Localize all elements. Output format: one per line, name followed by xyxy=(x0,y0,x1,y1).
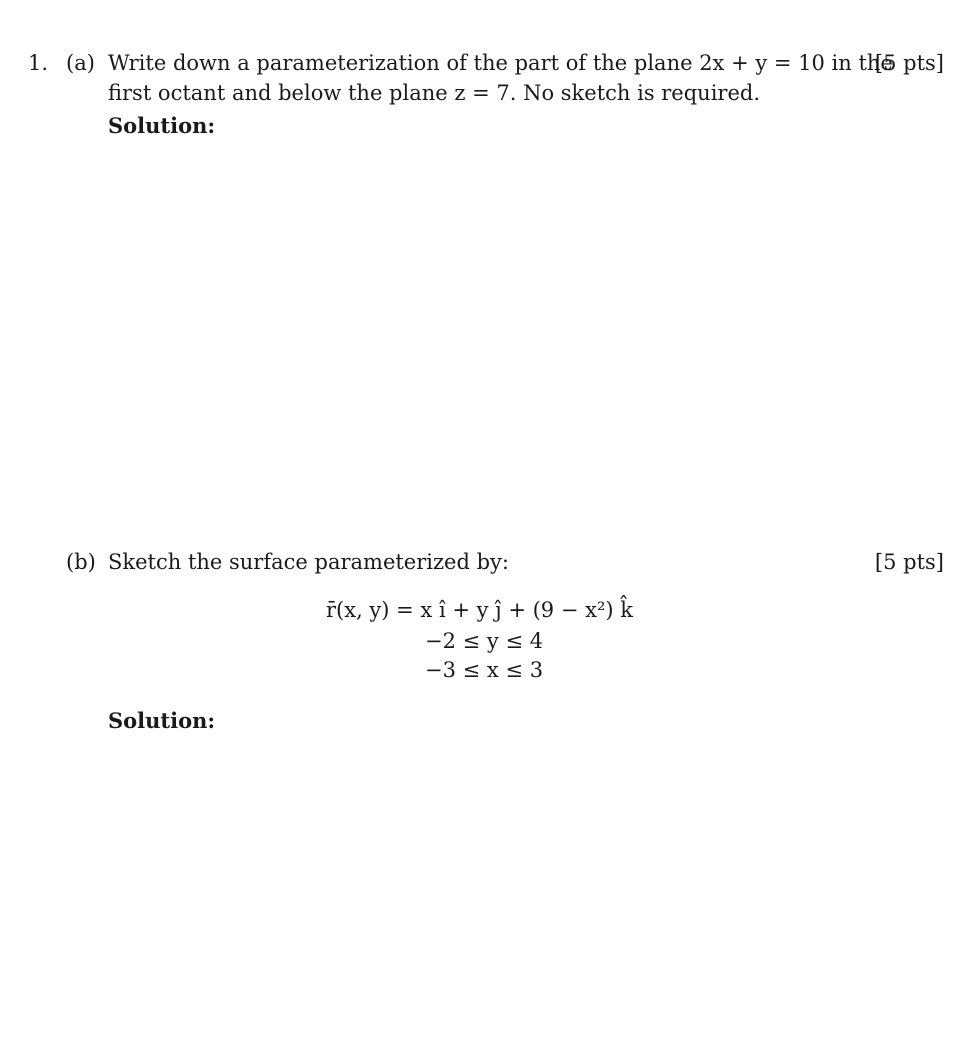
part-b-label: (b) xyxy=(66,550,96,574)
question-number: 1. xyxy=(28,51,49,75)
part-b-prompt: Sketch the surface parameterized by: xyxy=(108,550,509,574)
part-b-points: [5 pts] xyxy=(874,550,944,574)
part-a-prompt-line1: Write down a parameterization of the part of the plane 2x + y = 10 in the xyxy=(108,51,893,75)
part-a-points: [5 pts] xyxy=(874,51,944,75)
vector-equation: r̄(x, y) = x î + y ĵ + (9 − x²) k̂ xyxy=(326,598,633,622)
part-a-prompt-line2: first octant and below the plane z = 7. No sketch is required. xyxy=(108,81,761,105)
y-range-constraint: −2 ≤ y ≤ 4 xyxy=(425,629,544,653)
x-range-constraint: −3 ≤ x ≤ 3 xyxy=(425,658,544,682)
part-b-solution-label: Solution: xyxy=(108,708,216,733)
part-a-solution-label: Solution: xyxy=(108,113,216,138)
part-a-label: (a) xyxy=(66,51,95,75)
